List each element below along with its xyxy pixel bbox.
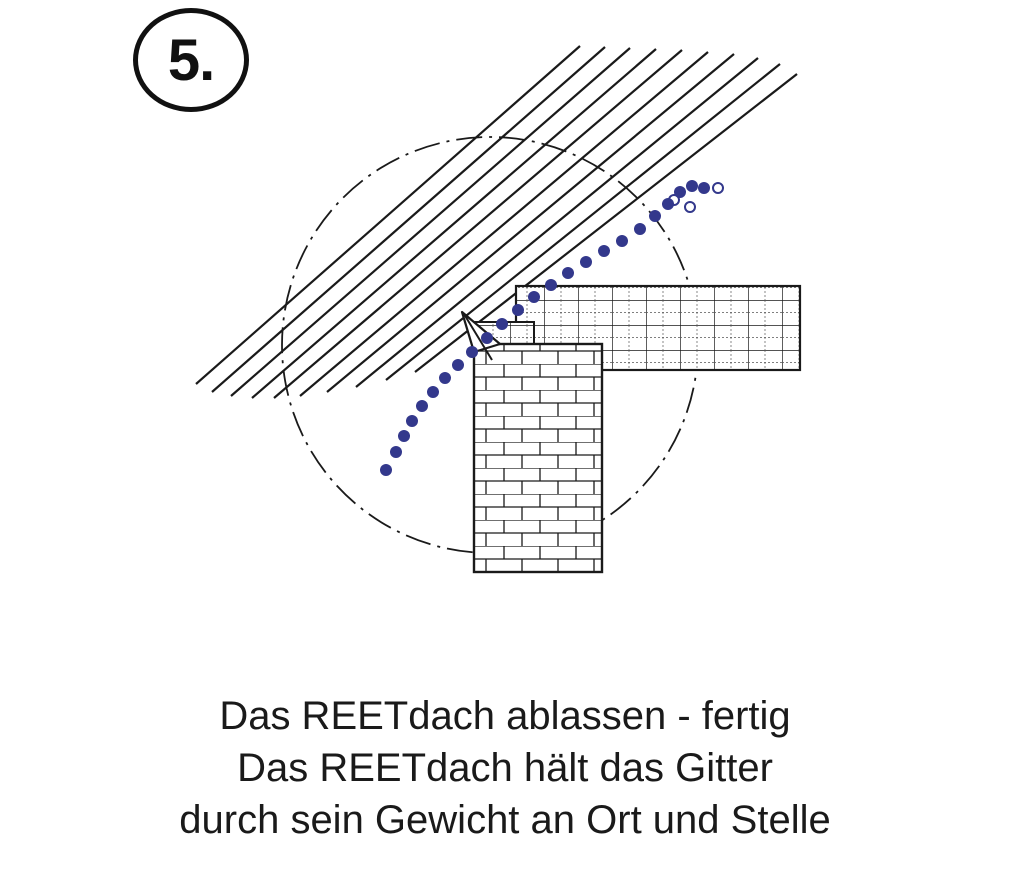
brick-wall <box>474 344 602 572</box>
caption-block <box>0 690 1010 846</box>
caption-line-1: Das REETdach ablassen - fertig <box>219 694 791 738</box>
caption-line-3: durch sein Gewicht an Ort und Stelle <box>179 798 831 842</box>
step-number-label: 5. <box>167 27 215 93</box>
caption-line-2: Das REETdach hält das Gitter <box>237 746 773 790</box>
